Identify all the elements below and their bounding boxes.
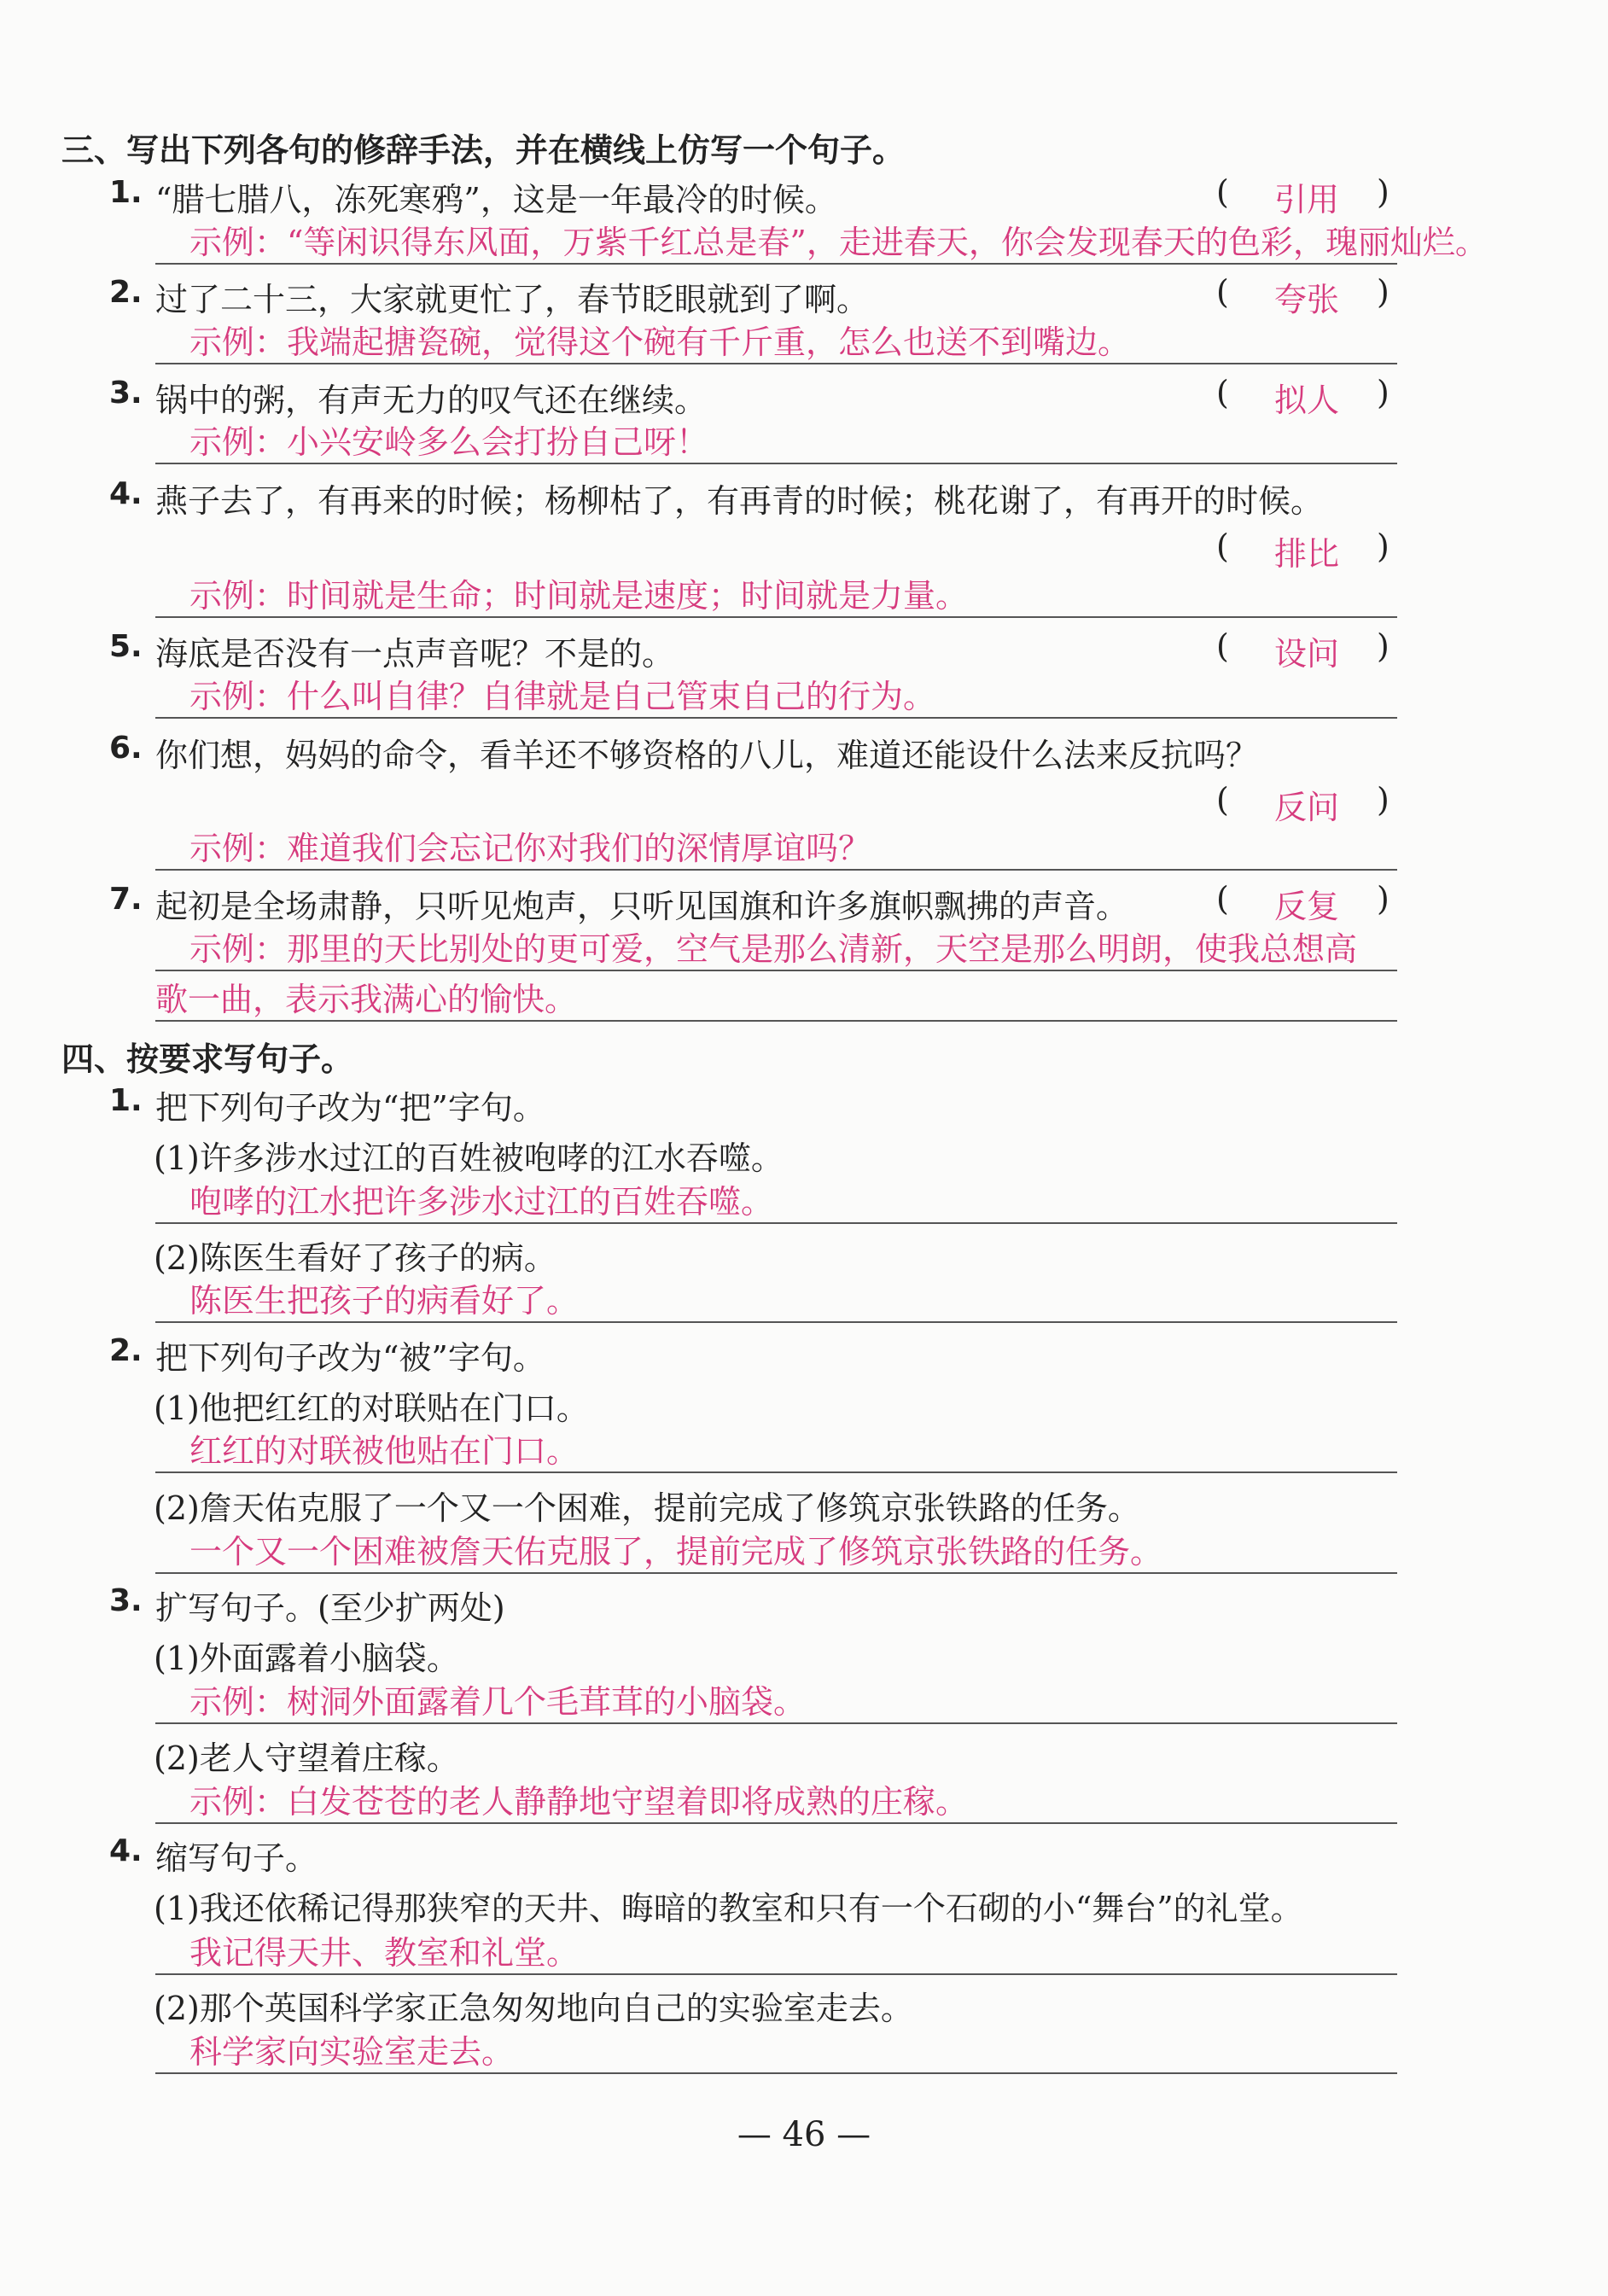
example-answer-line: 示例：小兴安岭多么会打扮自己呀！ [155,420,1397,464]
bracket-open: ( [1216,627,1229,665]
sub-question: (1)我还依稀记得那狭窄的天井、晦暗的教室和只有一个石砌的小“舞台”的礼堂。 [154,1890,1303,1927]
section-3-title: 三、写出下列各句的修辞手法，并在横线上仿写一个句子。 [61,131,906,169]
sub-question: (2)那个英国科学家正急匆匆地向自己的实验室走去。 [154,1990,913,2027]
question-text: 起初是全场肃静，只听见炮声，只听见国旗和许多旗帜飘拂的声音。 [155,888,1129,925]
bracket-close: ) [1377,173,1390,211]
bracket-open: ( [1216,273,1229,311]
rhetoric-answer: 引用 [1274,181,1340,219]
sub-question: (1)外面露着小脑袋。 [154,1640,459,1677]
question-text: 海底是否没有一点声音呢？不是的。 [155,635,675,673]
bracket-open: ( [1216,781,1229,819]
example-answer-line: 示例：那里的天比别处的更可爱，空气是那么清新，天空是那么明朗，使我总想高 [155,927,1397,971]
sub-question: (2)老人守望着庄稼。 [154,1739,459,1777]
sub-question: (2)陈医生看好了孩子的病。 [154,1239,556,1277]
bracket-open: ( [1216,374,1229,411]
example-answer-line: 示例：我端起搪瓷碗，觉得这个碗有千斤重，怎么也送不到嘴边。 [155,320,1397,364]
answer-line: 咆哮的江水把许多涉水过江的百姓吞噬。 [155,1180,1397,1224]
question-number: 7. [109,882,143,917]
example-answer-line-continued: 歌一曲，表示我满心的愉快。 [155,977,1397,1022]
question-text: “腊七腊八，冻死寒鸦”，这是一年最冷的时候。 [155,181,837,219]
rhetoric-answer: 夸张 [1274,281,1340,318]
bracket-close: ) [1377,273,1390,311]
bracket-open: ( [1216,527,1229,565]
question-text: 燕子去了，有再来的时候；杨柳枯了，有再青的时候；桃花谢了，有再开的时候。 [155,482,1324,520]
sub-question: (1)他把红红的对联贴在门口。 [154,1390,589,1427]
question-text: 扩写句子。(至少扩两处) [155,1589,505,1627]
bracket-close: ) [1377,880,1390,918]
question-text: 你们想，妈妈的命令，看羊还不够资格的八儿，难道还能设什么法来反抗吗？ [155,737,1259,774]
question-number: 6. [109,731,143,766]
rhetoric-answer: 拟人 [1274,382,1340,419]
question-number: 1. [109,175,143,210]
answer-line: 科学家向实验室走去。 [155,2030,1397,2074]
bracket-open: ( [1216,880,1229,918]
rhetoric-answer: 反问 [1274,789,1340,826]
question-number: 5. [109,629,143,664]
question-number: 4. [109,1833,143,1868]
rhetoric-answer: 反复 [1274,888,1340,925]
bracket-close: ) [1377,627,1390,665]
bracket-close: ) [1377,781,1390,819]
question-text: 过了二十三，大家就更忙了，春节眨眼就到了啊。 [155,281,870,318]
example-answer-line: 示例：时间就是生命；时间就是速度；时间就是力量。 [155,574,1397,618]
question-text: 缩写句子。 [155,1839,318,1877]
rhetoric-answer: 设问 [1274,635,1340,673]
section-4-title: 四、按要求写句子。 [61,1040,354,1078]
answer-line: 红红的对联被他贴在门口。 [155,1429,1397,1473]
question-text: 把下列句子改为“被”字句。 [155,1339,545,1377]
question-number: 1. [109,1083,143,1118]
example-answer-line: 示例：难道我们会忘记你对我们的深情厚谊吗？ [155,826,1397,871]
answer-line: 陈医生把孩子的病看好了。 [155,1279,1397,1323]
question-text: 把下列句子改为“把”字句。 [155,1089,545,1127]
question-number: 2. [109,275,143,310]
bracket-open: ( [1216,173,1229,211]
bracket-close: ) [1377,527,1390,565]
question-text: 锅中的粥，有声无力的叹气还在继续。 [155,382,708,419]
question-number: 3. [109,376,143,411]
rhetoric-answer: 排比 [1274,535,1340,573]
answer-line: 示例：树洞外面露着几个毛茸茸的小脑袋。 [155,1680,1397,1724]
example-answer-line: 示例：“等闲识得东风面，万紫千红总是春”，走进春天，你会发现春天的色彩，瑰丽灿烂。 [155,220,1397,265]
page-number: — 46 — [737,2115,871,2154]
bracket-close: ) [1377,374,1390,411]
answer-line: 一个又一个困难被詹天佑克服了，提前完成了修筑京张铁路的任务。 [155,1530,1397,1574]
sub-question: (1)许多涉水过江的百姓被咆哮的江水吞噬。 [154,1139,784,1177]
question-number: 3. [109,1583,143,1618]
sub-question: (2)詹天佑克服了一个又一个困难，提前完成了修筑京张铁路的任务。 [154,1489,1140,1527]
answer-line: 我记得天井、教室和礼堂。 [155,1931,1397,1975]
answer-line: 示例：白发苍苍的老人静静地守望着即将成熟的庄稼。 [155,1780,1397,1824]
example-answer-line: 示例：什么叫自律？自律就是自己管束自己的行为。 [155,674,1397,719]
question-number: 2. [109,1333,143,1368]
question-number: 4. [109,476,143,511]
